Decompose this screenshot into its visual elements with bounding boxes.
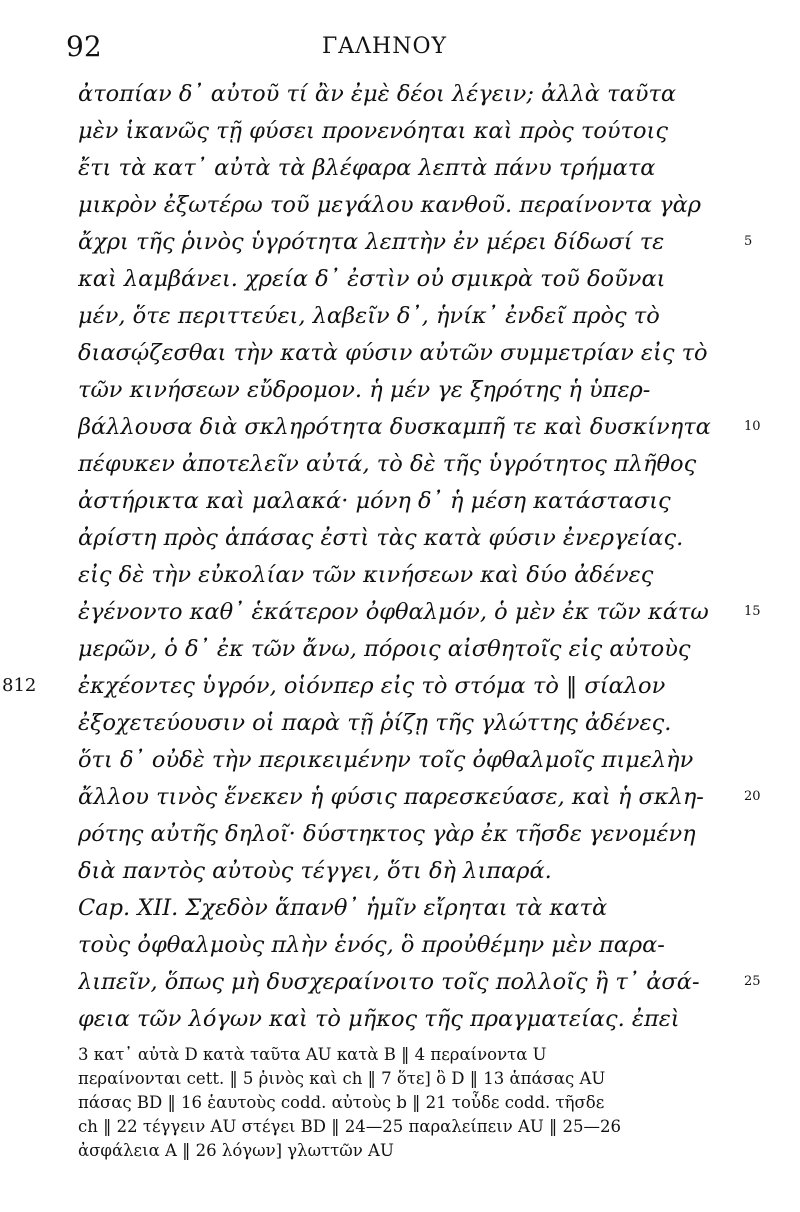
text-line: πέφυκεν ἀποτελεῖν αὐτά, τὸ δὲ τῆς ὑγρότητος πλῆθος <box>78 451 697 477</box>
line-number: 5 <box>744 234 753 249</box>
text-line: μὲν ἱκανῶς τῇ φύσει προνενόηται καὶ πρὸς τούτοις <box>78 118 668 144</box>
text-line: τῶν κινήσεων εὔδρομον. ἡ μέν γε ξηρότης ἡ ὑπερ- <box>78 377 651 403</box>
apparatus-line: ἀσφάλεια A ‖ 26 λόγων] γλωττῶν AU <box>78 1141 394 1160</box>
apparatus-line: 3 κατ᾽ αὐτὰ D κατὰ ταῦτα AU κατὰ B ‖ 4 περαίνοντα U <box>78 1045 547 1064</box>
line-number: 20 <box>744 789 761 804</box>
text-line: ἐκχέοντες ὑγρόν, οἱόνπερ εἰς τὸ στόμα τὸ ‖ σίαλον <box>78 673 666 699</box>
margin-page-marker: 812 <box>2 675 37 696</box>
text-line: λιπεῖν, ὅπως μὴ δυσχεραίνοιτο τοῖς πολλοῖς ἢ τ᾽ ἀσά- <box>78 969 700 995</box>
apparatus-line: περαίνονται cett. ‖ 5 ῥινὸς καὶ ch ‖ 7 ὅτε] ὃ D ‖ 13 ἁπάσας AU <box>78 1069 606 1088</box>
text-line: ἐξοχετεύουσιν οἱ παρὰ τῇ ῥίζῃ τῆς γλώττης ἀδένες. <box>78 710 672 736</box>
text-line: ἄλλου τινὸς ἕνεκεν ἡ φύσις παρεσκεύασε, καὶ ἡ σκλη- <box>78 784 704 810</box>
line-number: 10 <box>744 419 761 434</box>
running-head: ΓΑΛΗΝΟΥ <box>322 34 448 59</box>
line-number: 25 <box>744 974 761 989</box>
text-line: μικρὸν ἐξωτέρω τοῦ μεγάλου κανθοῦ. περαίνοντα γὰρ <box>78 192 702 218</box>
text-line: διασῴζεσθαι τὴν κατὰ φύσιν αὐτῶν συμμετρίαν εἰς τὸ <box>78 340 708 366</box>
text-line: ἔτι τὰ κατ᾽ αὐτὰ τὰ βλέφαρα λεπτὰ πάνυ τρήματα <box>78 155 656 181</box>
text-line: φεια τῶν λόγων καὶ τὸ μῆκος τῆς πραγματείας. ἐπεὶ <box>78 1006 680 1032</box>
text-line: ἐγένοντο καθ᾽ ἑκάτερον ὀφθαλμόν, ὁ μὲν ἐκ τῶν κάτω <box>78 599 709 625</box>
text-line: ἄχρι τῆς ῥινὸς ὑγρότητα λεπτὴν ἐν μέρει δίδωσί τε <box>78 229 665 255</box>
line-number: 15 <box>744 604 761 619</box>
critical-apparatus <box>78 1043 738 1163</box>
page-header <box>66 30 766 80</box>
text-line: μέν, ὅτε περιττεύει, λαβεῖν δ᾽, ἡνίκ᾽ ἐνδεῖ πρὸς τὸ <box>78 303 660 329</box>
apparatus-line: πάσας BD ‖ 16 ἑαυτοὺς codd. αὐτοὺς b ‖ 21 τοὖδε codd. τῆσδε <box>78 1093 605 1112</box>
text-line: ὅτι δ᾽ οὐδὲ τὴν περικειμένην τοῖς ὀφθαλμοῖς πιμελὴν <box>78 747 694 773</box>
text-line: μερῶν, ὁ δ᾽ ἐκ τῶν ἄνω, πόροις αἰσθητοῖς εἰς αὐτοὺς <box>78 636 691 662</box>
text-line: εἰς δὲ τὴν εὐκολίαν τῶν κινήσεων καὶ δύο ἀδένες <box>78 562 654 588</box>
text-line: καὶ λαμβάνει. χρεία δ᾽ ἐστὶν οὐ σμικρὰ τοῦ δοῦναι <box>78 266 666 292</box>
text-line: διὰ παντὸς αὐτοὺς τέγγει, ὅτι δὴ λιπαρά. <box>78 858 552 884</box>
text-line: ἀτοπίαν δ᾽ αὐτοῦ τί ἂν ἐμὲ δέοι λέγειν; ἀλλὰ ταῦτα <box>78 81 677 107</box>
text-line: ἀστήρικτα καὶ μαλακά· μόνη δ᾽ ἡ μέση κατάστασις <box>78 488 671 514</box>
text-line: ἀρίστη πρὸς ἁπάσας ἐστὶ τὰς κατὰ φύσιν ἐνεργείας. <box>78 525 684 551</box>
apparatus-line: ch ‖ 22 τέγγειν AU στέγει BD ‖ 24—25 παραλείπειν AU ‖ 25—26 <box>78 1117 621 1136</box>
text-line: βάλλουσα διὰ σκληρότητα δυσκαμπῆ τε καὶ δυσκίνητα <box>78 414 711 440</box>
text-line: ρότης αὐτῆς δηλοῖ· δύστηκτος γὰρ ἐκ τῆσδε γενομένη <box>78 821 696 847</box>
text-line: τοὺς ὀφθαλμοὺς πλὴν ἑνός, ὃ προὐθέμην μὲν παρα- <box>78 932 665 958</box>
text-line: Cap. XII. Σχεδὸν ἅπανθ᾽ ἡμῖν εἴρηται τὰ κατὰ <box>78 895 608 921</box>
page-number: 92 <box>66 30 102 63</box>
